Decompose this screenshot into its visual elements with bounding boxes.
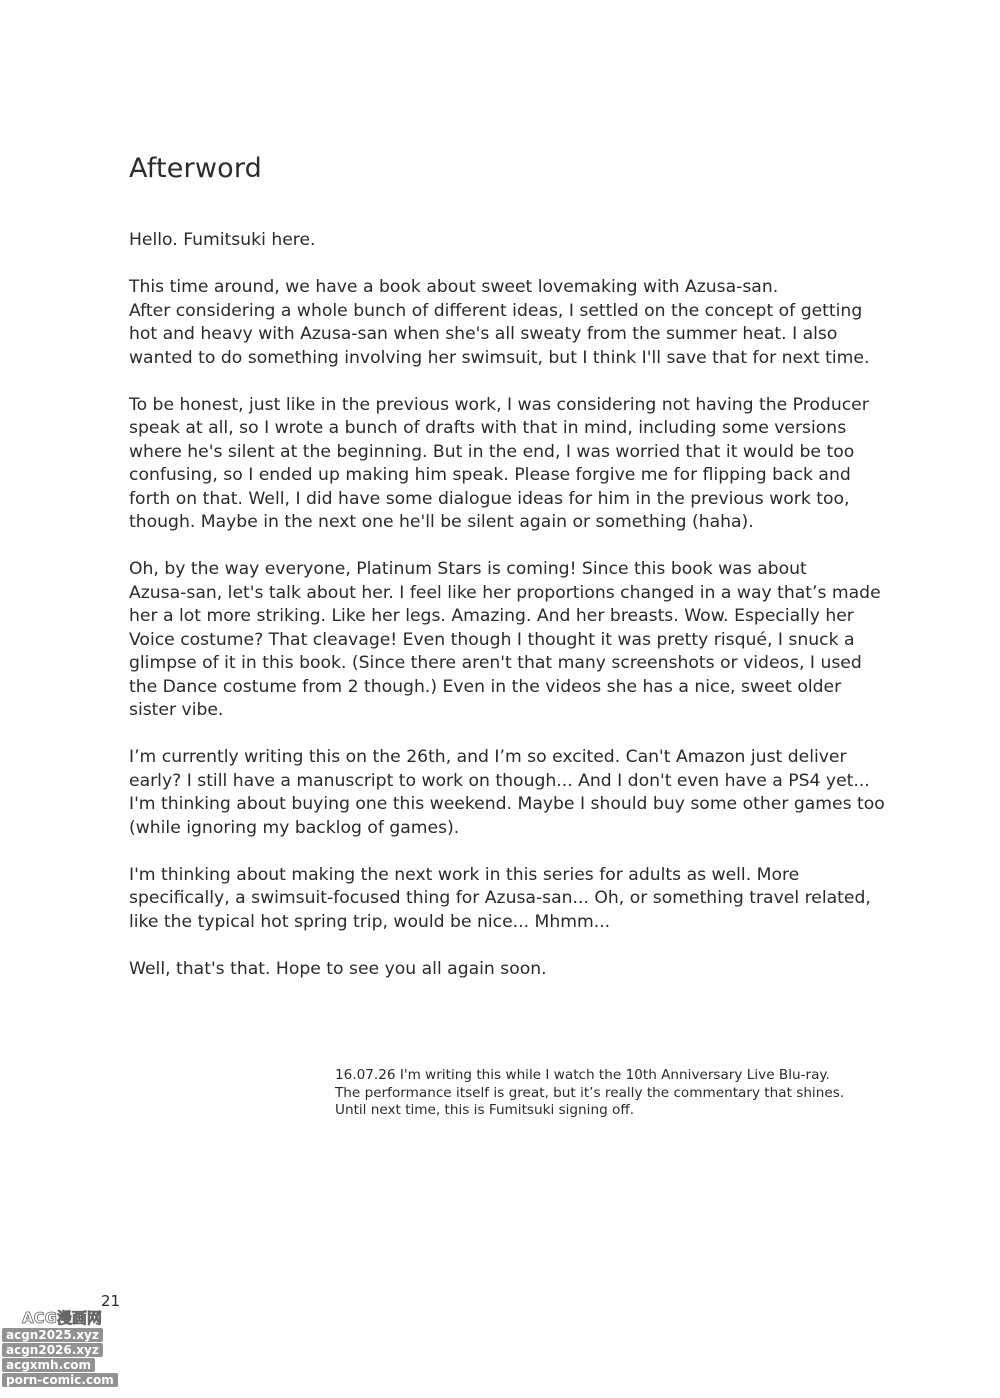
paragraph (129, 958, 889, 982)
closing-note (335, 1067, 844, 1120)
text-line: sister vibe. (129, 700, 224, 720)
text-line: Oh, by the way everyone, Platinum Stars is coming! Since this book was about (129, 559, 807, 579)
text-line: hot and heavy with Azusa-san when she's all sweaty from the summer heat. I also (129, 324, 838, 344)
text-line: I’m currently writing this on the 26th, and I’m so excited. Can't Amazon just deliver (129, 747, 847, 767)
text-line: To be honest, just like in the previous work, I was considering not having the Producer (129, 394, 869, 415)
text-line: Hello. Fumitsuki here. (129, 230, 316, 250)
paragraph (129, 276, 889, 370)
text-line: her a lot more striking. Like her legs. Amazing. And her breasts. Wow. Especially her (129, 606, 854, 626)
watermark-url: acgxmh.com (2, 1358, 95, 1372)
paragraph (129, 394, 889, 535)
page-number: 21 (101, 1292, 121, 1310)
text-line: Well, that's that. Hope to see you all again soon. (129, 958, 547, 979)
text-line: After considering a whole bunch of different ideas, I settled on the concept of getting (129, 300, 863, 321)
text-line: I'm thinking about making the next work in this series for adults as well. More (129, 864, 800, 885)
page-title: Afterword (129, 153, 263, 184)
text-line: like the typical hot spring trip, would be nice... Mhmm... (129, 911, 611, 932)
watermark-url: porn-comic.com (2, 1373, 118, 1387)
text-line: (while ignoring my backlog of games). (129, 817, 460, 838)
text-line: forth on that. Well, I did have some dialogue ideas for him in the previous work too, (129, 488, 850, 509)
text-line: the Dance costume from 2 though.) Even in the videos she has a nice, sweet older (129, 676, 842, 697)
paragraph (129, 558, 889, 723)
paragraph (129, 746, 889, 840)
watermark-url: acgn2025.xyz (2, 1328, 103, 1342)
afterword-body (129, 229, 889, 1005)
text-line: glimpse of it in this book. (Since there aren't that many screenshots or videos, I used (129, 653, 862, 673)
paragraph (129, 229, 889, 253)
text-line: I'm thinking about buying one this weekend. Maybe I should buy some other games too (129, 794, 885, 814)
text-line: early? I still have a manuscript to work on though... And I don't even have a PS4 yet... (129, 770, 870, 791)
note-line: 16.07.26 I'm writing this while I watch the 10th Anniversary Live Blu-ray. (335, 1067, 830, 1083)
watermark-logo-text: ACG漫画网 (22, 1309, 102, 1327)
text-line: specifically, a swimsuit-focused thing for Azusa-san... Oh, or something travel related, (129, 888, 871, 908)
note-line: Until next time, this is Fumitsuki signing off. (335, 1102, 635, 1118)
text-line: though. Maybe in the next one he'll be silent again or something (haha). (129, 512, 754, 532)
watermark-url: acgn2026.xyz (2, 1343, 103, 1357)
text-line: wanted to do something involving her swimsuit, but I think I'll save that for next time. (129, 347, 870, 368)
text-line: This time around, we have a book about sweet lovemaking with Azusa-san. (129, 277, 779, 297)
text-line: where he's silent at the beginning. But in the end, I was worried that it would be too (129, 441, 855, 462)
text-line: Azusa-san, let's talk about her. I feel like her proportions changed in a way that’s made (129, 582, 881, 603)
paragraph (129, 864, 889, 935)
text-line: confusing, so I ended up making him speak. Please forgive me for flipping back and (129, 465, 851, 485)
text-line: Voice costume? That cleavage! Even though I thought it was pretty risqué, I snuck a (129, 629, 855, 650)
text-line: speak at all, so I wrote a bunch of drafts with that in mind, including some versions (129, 418, 847, 438)
note-line: The performance itself is great, but it’s really the commentary that shines. (335, 1084, 845, 1101)
site-watermark (2, 1310, 130, 1388)
